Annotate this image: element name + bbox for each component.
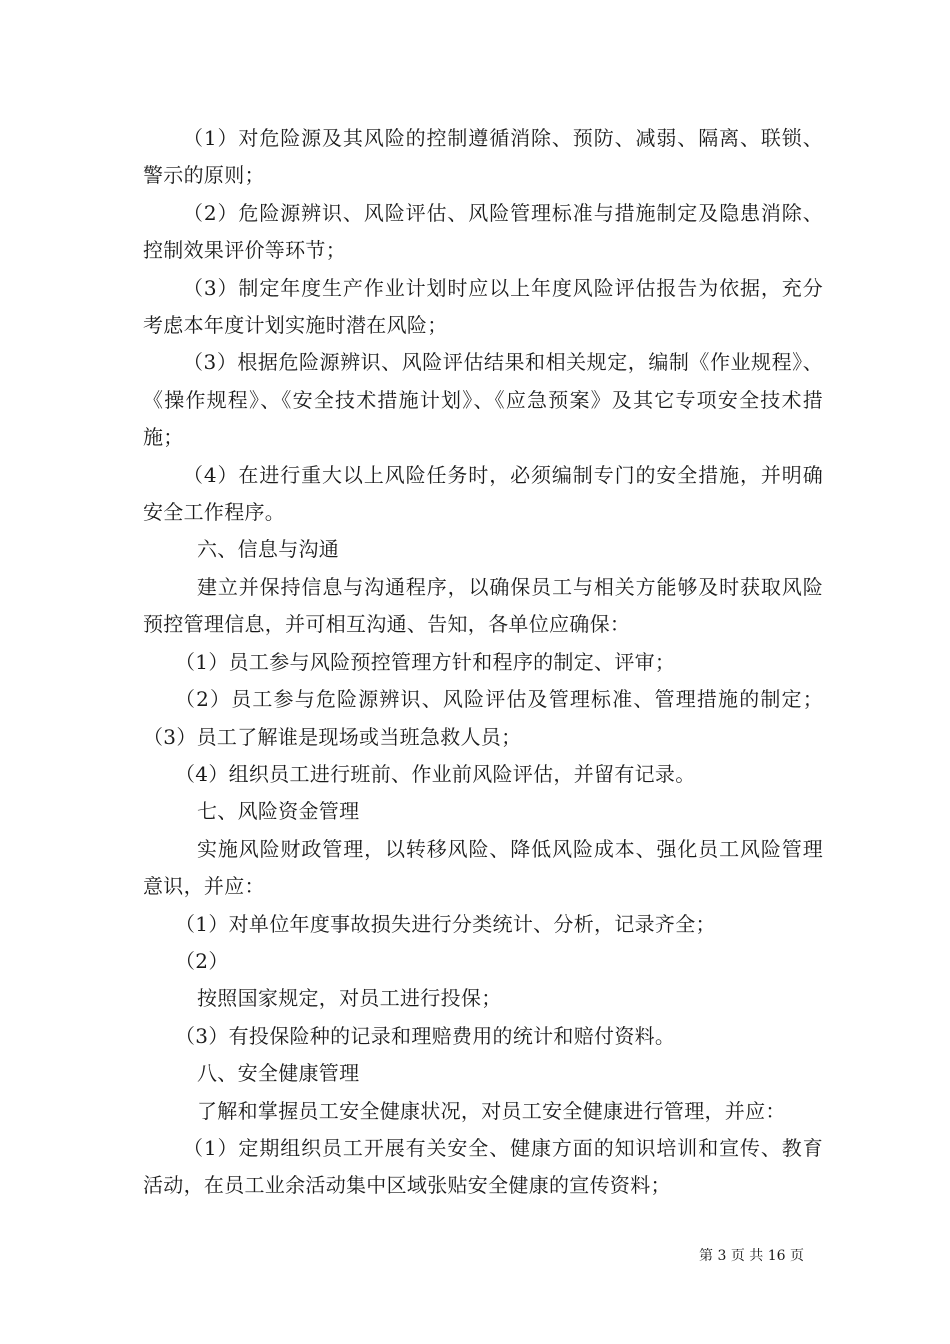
- section-heading-6: 六、信息与沟通: [197, 537, 340, 562]
- paragraph-18: 了解和掌握员工安全健康状况，对员工安全健康进行管理，并应：: [197, 1098, 786, 1123]
- paragraph-16: （3）有投保险种的记录和理赔费用的统计和赔付资料。: [175, 1023, 676, 1048]
- paragraph-1: （1）对危险源及其风险的控制遵循消除、预防、减弱、隔离、联锁、警示的原则；: [143, 126, 823, 188]
- paragraph-12: 实施风险财政管理，以转移风险、降低风险成本、强化员工风险管理意识，并应：: [143, 836, 823, 899]
- paragraph-9: （2）员工参与危险源辨识、风险评估及管理标准、管理措施的制定；（3）员工了解谁是现场或当班急救人员；: [143, 687, 823, 749]
- paragraph-19: （1）定期组织员工开展有关安全、健康方面的知识培训和宣传、教育活动，在员工业余活动集中区域张贴安全健康的宣传资料；: [143, 1135, 823, 1198]
- paragraph-2: （2）危险源辨识、风险评估、风险管理标准与措施制定及隐患消除、控制效果评价等环节；: [143, 200, 823, 263]
- section-heading-7: 七、风险资金管理: [197, 799, 360, 824]
- paragraph-10: （4）组织员工进行班前、作业前风险评估，并留有记录。: [175, 761, 696, 786]
- page-number-footer: 第 3 页 共 16 页: [699, 1248, 804, 1264]
- paragraph-3: （3）制定年度生产作业计划时应以上年度风险评估报告为依据，充分考虑本年度计划实施时潜在风险；: [143, 275, 823, 338]
- paragraph-15: 按照国家规定，对员工进行投保；: [197, 986, 502, 1011]
- document-body: [143, 120, 823, 1205]
- section-heading-8: 八、安全健康管理: [197, 1061, 360, 1086]
- paragraph-7: 建立并保持信息与沟通程序，以确保员工与相关方能够及时获取风险预控管理信息，并可相互沟通、告知，各单位应确保：: [143, 574, 823, 637]
- paragraph-8: （1）员工参与风险预控管理方针和程序的制定、评审；: [175, 649, 676, 674]
- paragraph-5: （4）在进行重大以上风险任务时，必须编制专门的安全措施，并明确安全工作程序。: [143, 462, 823, 525]
- paragraph-13: （1）对单位年度事故损失进行分类统计、分析，记录齐全；: [175, 911, 716, 936]
- paragraph-4: （3）根据危险源辨识、风险评估结果和相关规定，编制《作业规程》、《操作规程》、《安全技术措施计划》、《应急预案》及其它专项安全技术措施；: [143, 350, 823, 450]
- paragraph-14: （2）: [175, 948, 229, 973]
